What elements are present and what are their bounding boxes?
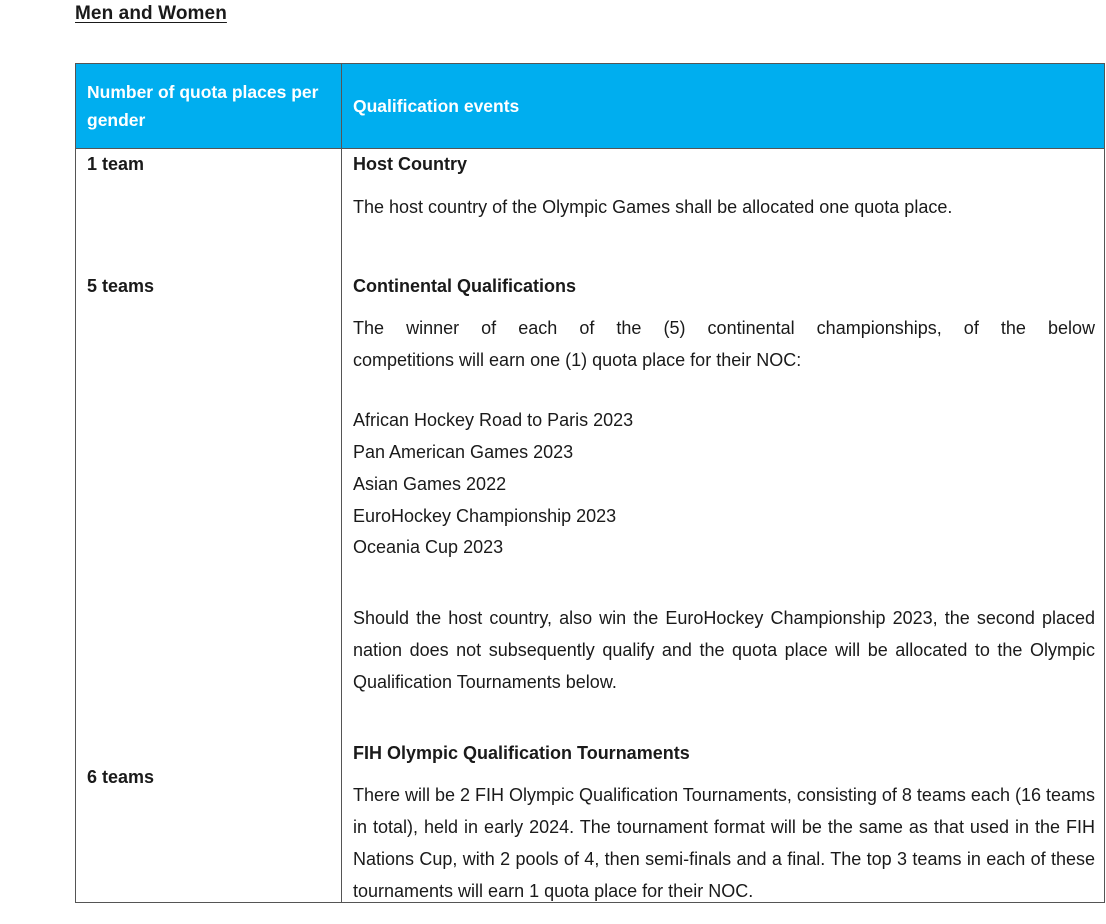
competition-item: Oceania Cup 2023 [353,537,504,557]
fih-title: FIH Olympic Qualification Tournaments [353,743,690,763]
header-divider [76,148,1104,149]
competition-item: Pan American Games 2023 [353,442,574,462]
host-text: The host country of the Olympic Games shall be allocated one quota place. [353,197,953,217]
competition-item: EuroHockey Championship 2023 [353,506,617,526]
column-divider [341,64,342,902]
fih-text: There will be 2 FIH Olympic Qualification Tournaments, consisting of 8 teams each (16 teams in total), held in early 2024. The tournament format will be the same as that used in the FIH Nations Cup, with 2 pools of 4, then semi-finals and a final. The top 3 teams in each of these tournaments will earn 1 quota place for their NOC. [353,785,1095,901]
continental-intro-line1: The winner of each of the (5) continental championships, of the below [353,318,1095,338]
competition-item: Asian Games 2022 [353,474,507,494]
fih-places: 6 teams [87,767,155,787]
continental-places: 5 teams [87,276,155,296]
header-quota-places: Number of quota places per gender [87,82,319,130]
quota-table [75,63,1105,903]
continental-intro-line2: competitions will earn one (1) quota place for their NOC: [353,350,802,370]
host-places: 1 team [87,154,145,174]
continental-note: Should the host country, also win the EuroHockey Championship 2023, the second placed nation does not subsequently qualify and the quota place will be allocated to the Olympic Qualification Tournaments below. [353,608,1095,692]
table-header-row [76,64,1104,148]
competition-item: African Hockey Road to Paris 2023 [353,410,634,430]
continental-title: Continental Qualifications [353,276,577,296]
section-title: Men and Women [75,3,227,24]
header-qualification-events: Qualification events [353,96,520,116]
host-title: Host Country [353,154,467,174]
